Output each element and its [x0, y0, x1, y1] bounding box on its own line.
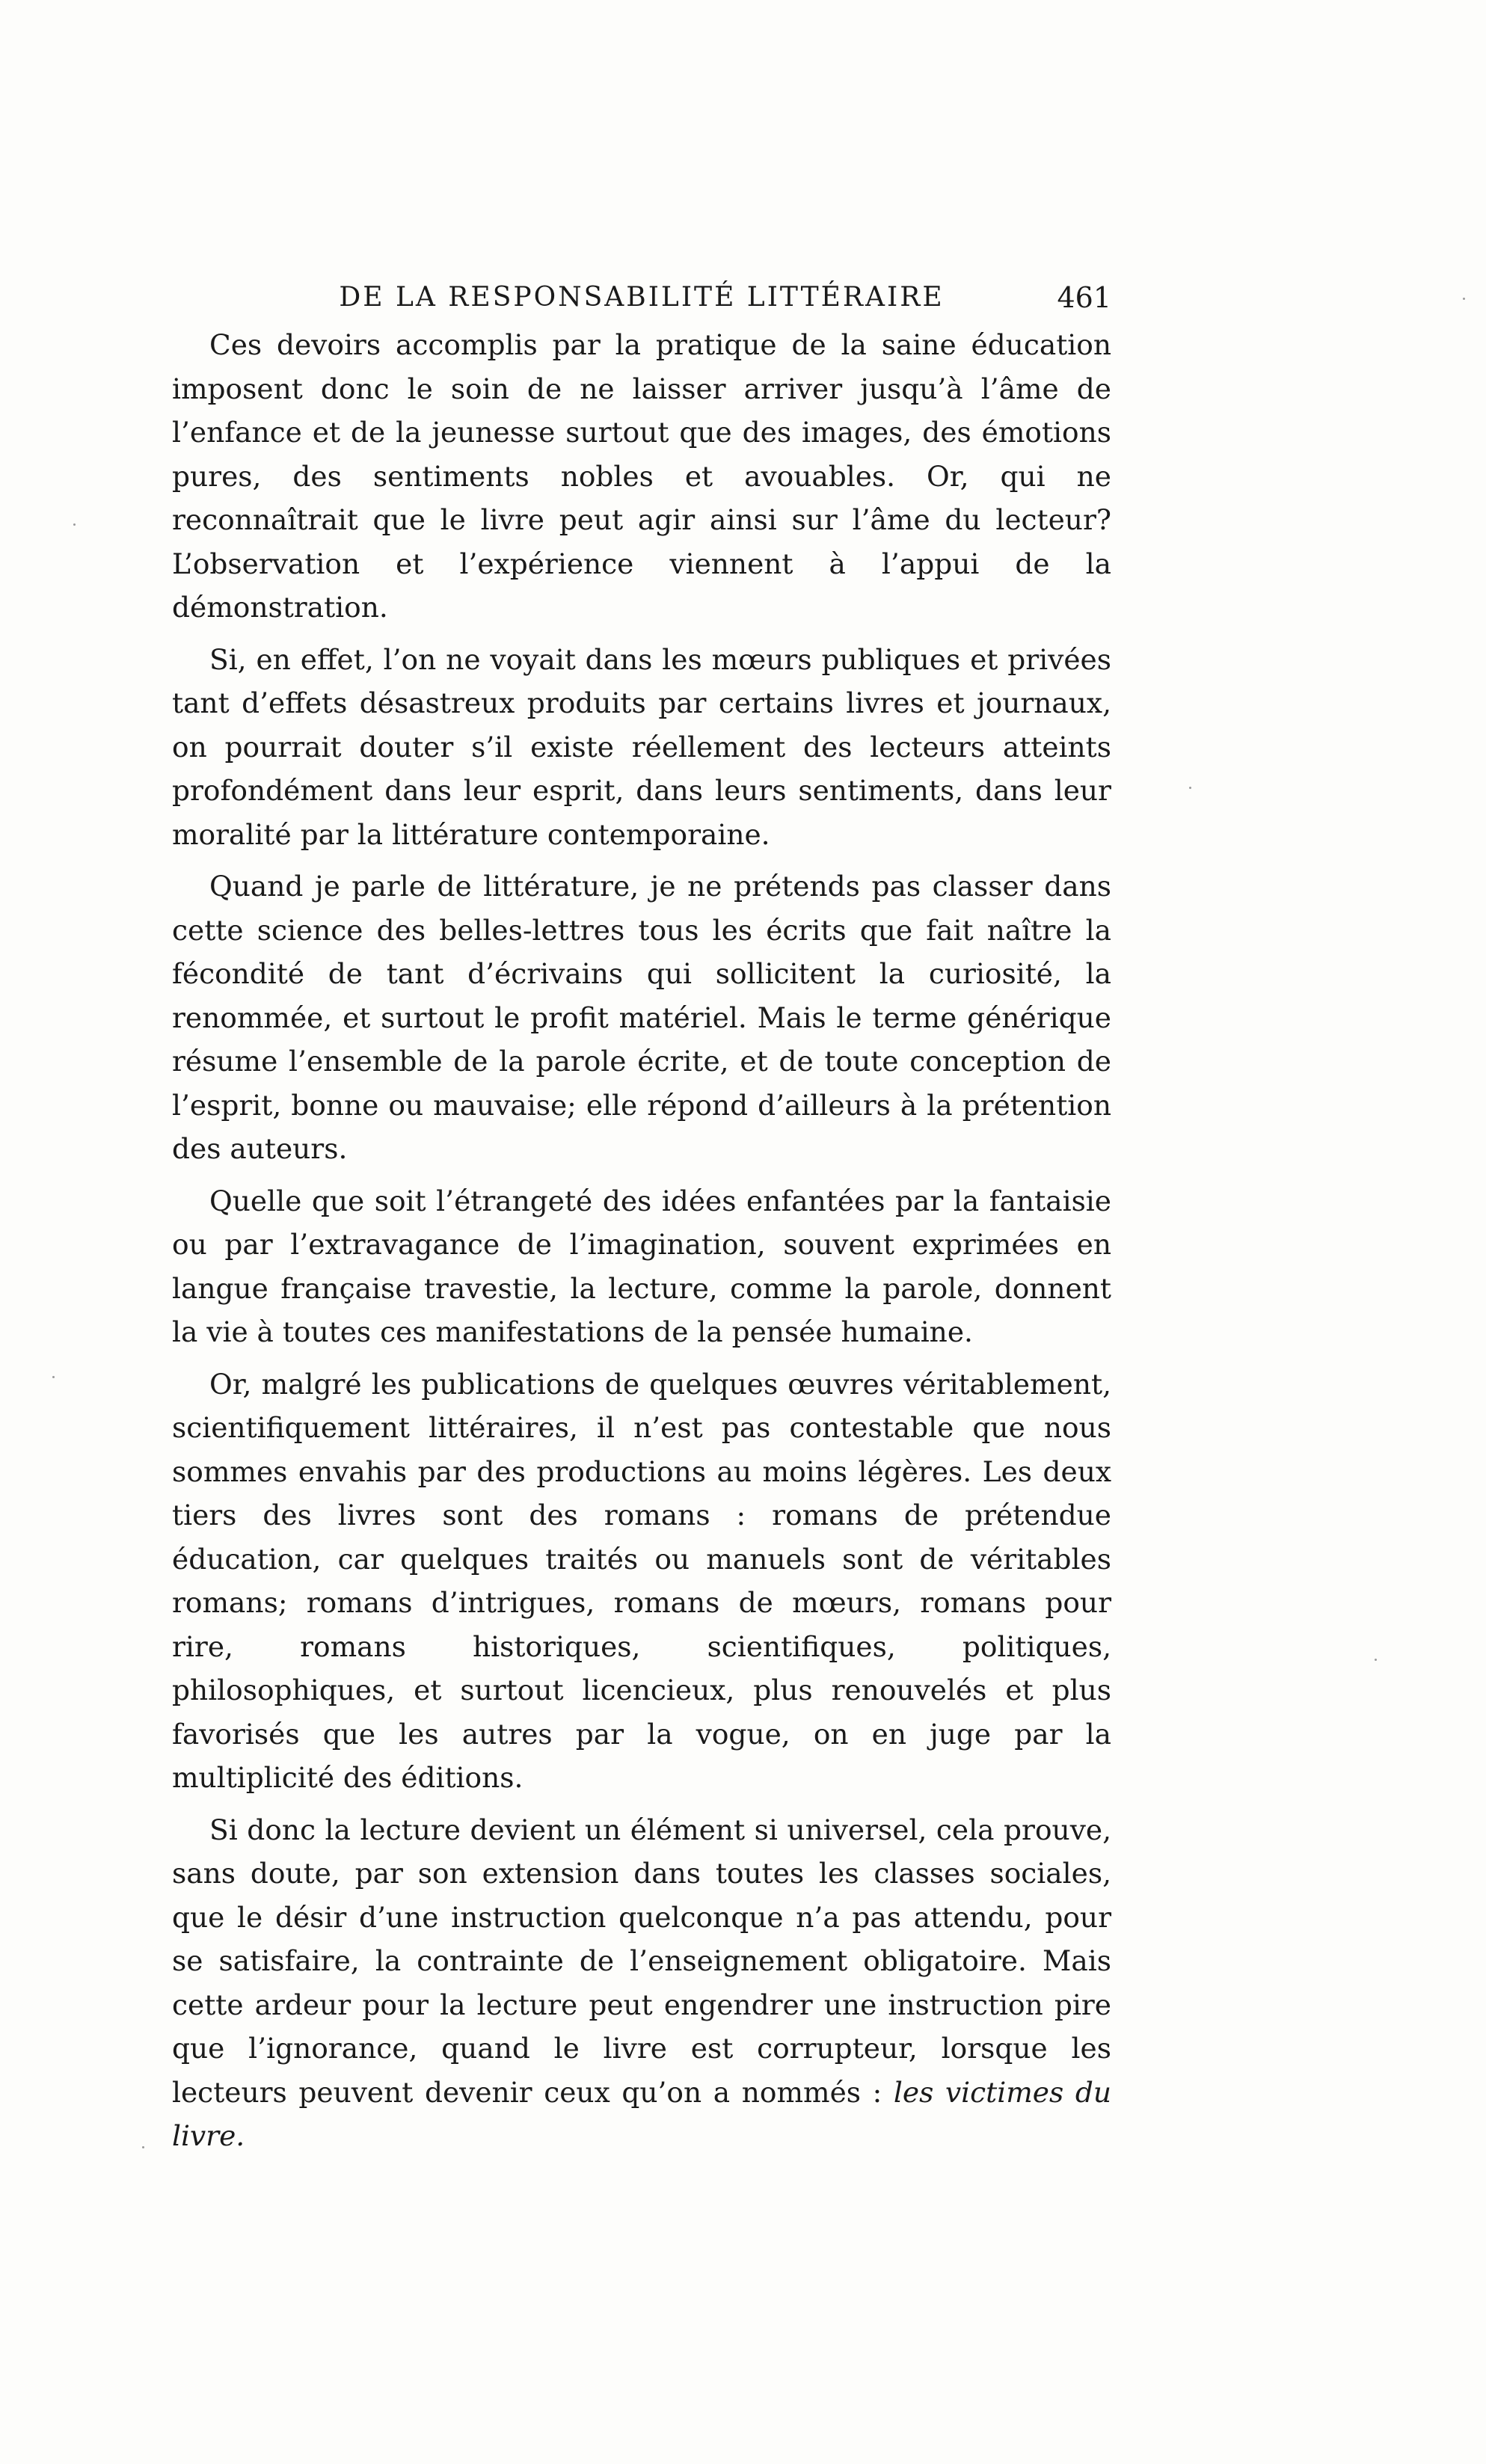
scan-speck — [1189, 787, 1191, 789]
scan-speck — [142, 2146, 144, 2148]
page-number: 461 — [1057, 281, 1111, 314]
paragraph: Quand je parle de littérature, je ne prétends pas classer dans cette science des belles-lettres tous les écrits que fait naître la fécondité de tant d’écrivains qui sollicitent la curiosité, la renommée, et surtout le profit matériel. Mais le terme générique résume l’ensemble de la parole écrite, et de toute conception de l’esprit, bonne ou mauvaise; elle répond d’ailleurs à la prétention des auteurs. — [172, 870, 1111, 1165]
paragraph: Quelle que soit l’étrangeté des idées enfantées par la fantaisie ou par l’extravagance de l’imagination, souvent exprimées en langue française travestie, la lecture, comme la parole, donnent la vie à toutes ces manifestations de la pensée humaine. — [172, 1184, 1111, 1348]
paragraph-last — [172, 1808, 1111, 2158]
paragraph: Or, malgré les publications de quelques œuvres véritablement, scientifiquement littéraires, il n’est pas contestable que nous sommes envahis par des productions au moins légères. Les deux tiers des livres sont des romans : romans de prétendue éducation, car quelques traités ou manuels sont de véritables romans; romans d’intrigues, romans de mœurs, romans pour rire, romans historiques, scientifiques, politiques, philosophiques, et surtout licencieux, plus renouvelés et plus favorisés que les autres par la vogue, on en juge par la multiplicité des éditions. — [172, 1367, 1111, 1794]
running-head — [172, 275, 1111, 320]
paragraph: Si, en effet, l’on ne voyait dans les mœurs publiques et privées tant d’effets désastreux produits par certains livres et journaux, on pourrait douter s’il existe réellement des lecteurs atteints profondément dans leur esprit, dans leurs sentiments, dans leur moralité par la littérature contemporaine. — [172, 642, 1111, 851]
scan-speck — [73, 523, 76, 526]
paragraph: Ces devoirs accomplis par la pratique de la saine éducation imposent donc le soin de ne laisser arriver jusqu’à l’âme de l’enfance et de la jeunesse surtout que des images, des émotions pures, des sentiments nobles et avouables. Or, qui ne reconnaîtrait que le livre peut agir ainsi sur l’âme du lecteur? L’observation et l’expérience viennent à l’appui de la démonstration. — [172, 328, 1111, 624]
scan-speck — [1463, 298, 1465, 300]
running-title: DE LA RESPONSABILITÉ LITTÉRAIRE — [339, 282, 945, 313]
scan-speck — [1375, 1659, 1377, 1661]
body-text — [172, 323, 1111, 2158]
scan-speck — [52, 1376, 55, 1378]
italic-phrase: les victimes du livre. — [172, 2075, 1111, 2152]
paragraph-text: Si donc la lecture devient un élément si universel, cela prouve, sans doute, par son extension dans toutes les classes sociales, que le désir d’une instruction quelconque n’a pas attendu, pour se satisfaire, la contrainte de l’enseignement obligatoire. Mais cette ardeur pour la lecture peut engendrer une instruction pire que l’ignorance, quand le livre est corrupteur, lorsque les lecteurs peuvent devenir ceux qu’on a nommés : — [172, 1813, 1111, 2109]
